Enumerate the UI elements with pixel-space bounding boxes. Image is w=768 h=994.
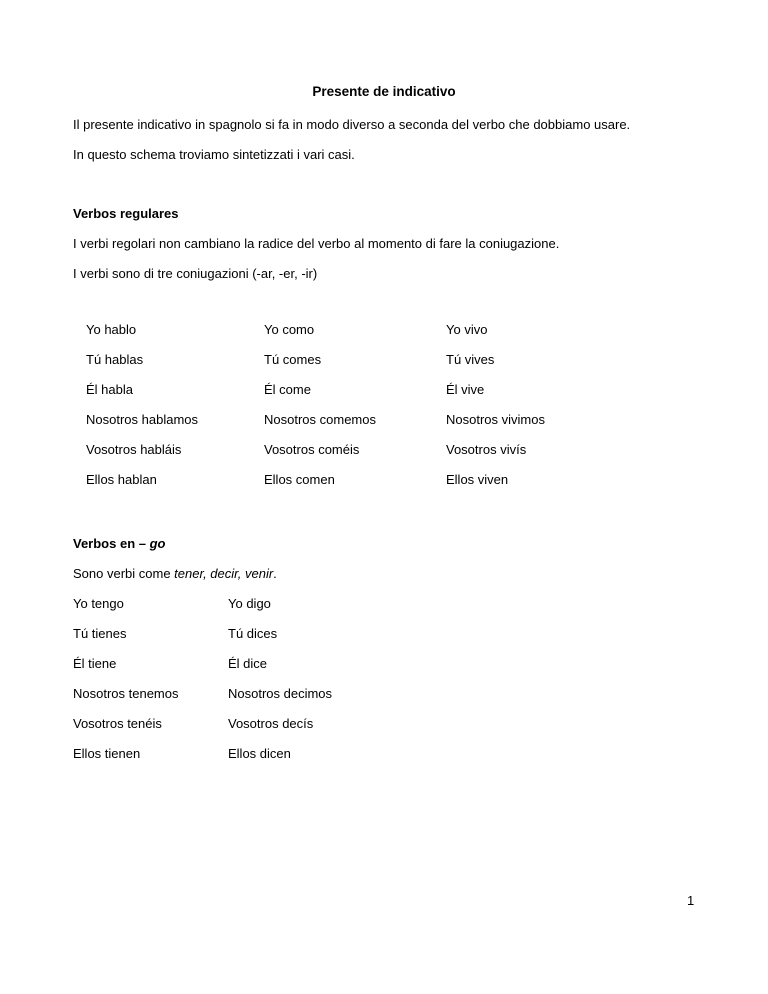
table-cell: Nosotros comemos [264, 412, 376, 427]
table-cell: Tú dices [228, 626, 278, 641]
table-cell: Yo hablo [86, 322, 137, 337]
table-cell: Él come [264, 382, 311, 397]
table-cell: Yo vivo [446, 322, 488, 337]
table-cell: Él vive [446, 382, 485, 397]
table-cell: Vosotros tenéis [73, 716, 162, 731]
section1-line-1: I verbi regolari non cambiano la radice del verbo al momento di fare la coniugazione. [73, 236, 560, 251]
table-cell: Tú comes [264, 352, 322, 367]
table-cell: Ellos hablan [86, 472, 157, 487]
table-cell: Tú hablas [86, 352, 144, 367]
table-cell: Vosotros decís [228, 716, 314, 731]
table-cell: Tú tienes [73, 626, 127, 641]
page-number: 1 [687, 893, 695, 908]
section-heading-go [73, 536, 165, 552]
table-cell: Ellos tienen [73, 746, 141, 761]
table-cell: Ellos dicen [228, 746, 291, 761]
table-cell: Yo tengo [73, 596, 124, 611]
table-cell: Él habla [86, 382, 133, 397]
table-cell: Nosotros hablamos [86, 412, 198, 427]
table-cell: Nosotros decimos [228, 686, 333, 701]
table-cell: Él dice [228, 656, 268, 671]
section2-intro [73, 566, 277, 582]
table-cell: Yo digo [228, 596, 271, 611]
table-cell: Vosotros vivís [446, 442, 527, 457]
page-title: Presente de indicativo [312, 84, 456, 99]
section2-intro-italic: tener, decir, venir [174, 566, 274, 581]
section-heading-regular: Verbos regulares [73, 206, 179, 221]
intro-line-2: In questo schema troviamo sintetizzati i vari casi. [73, 147, 355, 162]
table-cell: Nosotros vivimos [446, 412, 545, 427]
table-cell: Yo como [264, 322, 315, 337]
table-cell: Vosotros coméis [264, 442, 360, 457]
section1-line-2: I verbi sono di tre coniugazioni (-ar, -er, -ir) [73, 266, 318, 281]
table-cell: Él tiene [73, 656, 117, 671]
table-cell: Ellos comen [264, 472, 335, 487]
table-cell: Ellos viven [446, 472, 509, 487]
table-cell: Vosotros habláis [86, 442, 182, 457]
section-heading-go-italic: go [149, 536, 166, 551]
section2-intro-prefix: Sono verbi come [73, 566, 175, 581]
section-heading-go-prefix: Verbos en – [73, 536, 150, 551]
intro-line-1: Il presente indicativo in spagnolo si fa in modo diverso a seconda del verbo che dobbiamo usare. [73, 117, 631, 132]
table-cell: Nosotros tenemos [73, 686, 179, 701]
table-cell: Tú vives [446, 352, 495, 367]
section2-intro-suffix: . [273, 566, 277, 581]
